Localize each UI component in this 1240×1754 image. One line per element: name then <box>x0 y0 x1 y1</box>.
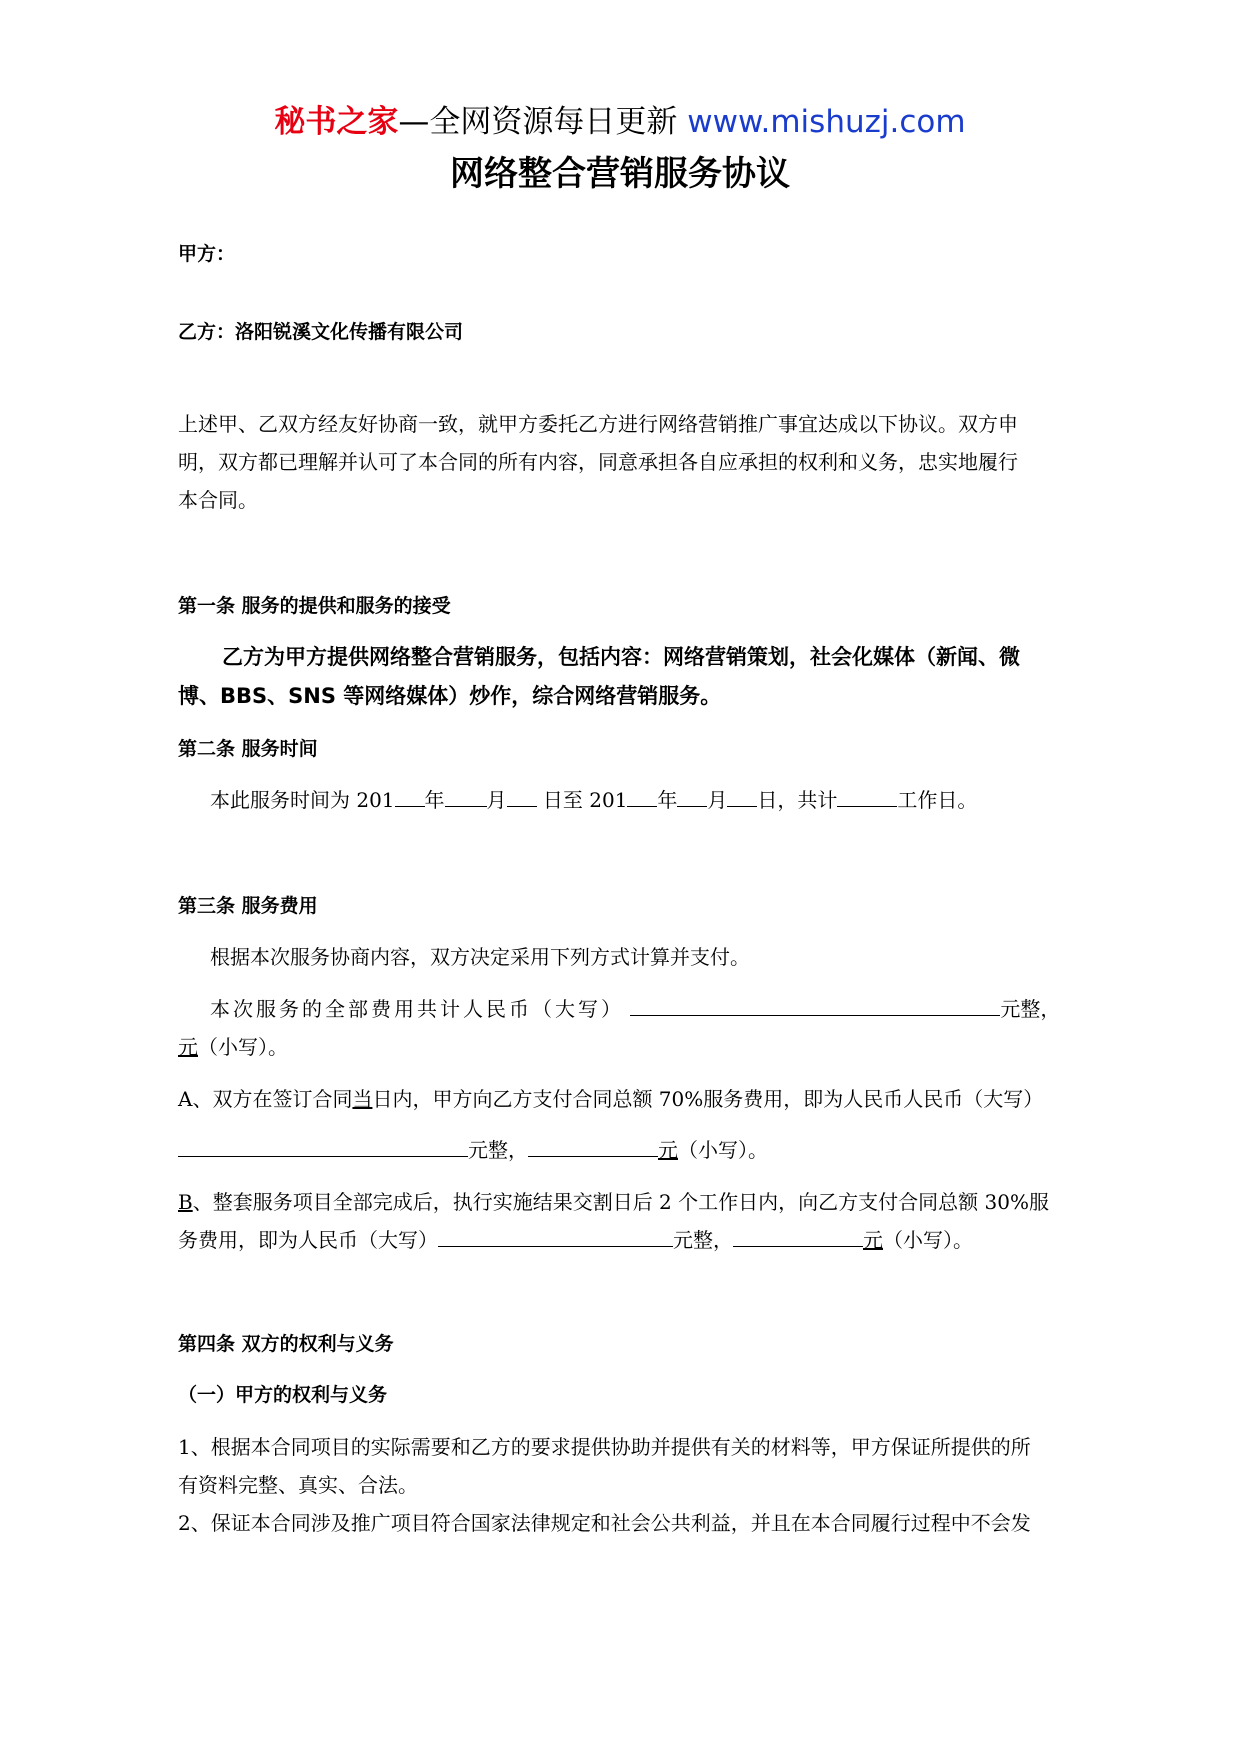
payment-b-text: 元 <box>863 1228 883 1252</box>
payment-a-text: （小写）。 <box>678 1138 768 1162</box>
period-text: 年 <box>657 788 678 812</box>
payment-a-text: A、双方在签订合同 <box>178 1087 353 1111</box>
brand-tagline: —全网资源每日更新 <box>398 104 678 140</box>
period-text: 本此服务时间为 201 <box>210 788 395 812</box>
payment-b-line <box>178 1183 1098 1221</box>
payment-a-line <box>178 1131 1098 1169</box>
intro-line: 明，双方都已理解并认可了本合同的所有内容，同意承担各自应承担的权利和义务，忠实地履行 <box>178 450 1018 474</box>
article-4-heading: 第四条 双方的权利与义务 <box>178 1333 394 1355</box>
party-b: 乙方：洛阳锐溪文化传播有限公司 <box>178 321 464 343</box>
article-2-heading: 第二条 服务时间 <box>178 738 318 760</box>
payment-b-text: 元整， <box>673 1228 733 1252</box>
total-fee-line <box>210 990 1130 1028</box>
obligation-line: 有资料完整、真实、合法。 <box>178 1473 418 1497</box>
payment-a-text: 当 <box>352 1087 373 1111</box>
article-1-text: 乙方为甲方提供网络整合营销服务，包括内容：网络营销策划，社会化媒体（新闻、微 <box>222 645 1020 669</box>
service-period-line <box>210 781 1130 819</box>
start-month-blank[interactable] <box>445 784 487 807</box>
brand-url-link[interactable]: www.mishuzj.com <box>687 104 966 140</box>
fee-intro: 根据本次服务协商内容，双方决定采用下列方式计算并支付。 <box>210 945 750 969</box>
payment-a-words-blank[interactable] <box>178 1134 468 1157</box>
payment-b-text: B <box>178 1190 193 1214</box>
payment-a-text: 元整， <box>468 1138 528 1162</box>
payment-b-text: 务费用，即为人民币（大写） <box>178 1228 438 1252</box>
payment-b-line <box>178 1221 1098 1259</box>
payment-a-text: 日内，甲方向乙方支付合同总额 70%服务费用，即为人民币人民币（大写） <box>372 1087 1044 1111</box>
payment-b-digits-blank[interactable] <box>733 1224 863 1247</box>
period-text: 月 <box>707 788 728 812</box>
intro-line: 上述甲、乙双方经友好协商一致，就甲方委托乙方进行网络营销推广事宜达成以下协议。双方申 <box>178 412 1018 436</box>
total-fee-label: 本次服务的全部费用共计人民币（大写） <box>210 997 624 1021</box>
obligation-line: 1、根据本合同项目的实际需要和乙方的要求提供协助并提供有关的材料等，甲方保证所提供的所 <box>178 1435 1031 1459</box>
article-1-text: 博、BBS、SNS 等网络媒体）炒作，综合网络营销服务。 <box>178 684 722 708</box>
payment-b-text: （小写）。 <box>883 1228 973 1252</box>
start-day-blank[interactable] <box>507 784 537 807</box>
period-text: 年 <box>424 788 445 812</box>
total-fee-text: 元整， <box>1000 997 1061 1021</box>
payment-b-words-blank[interactable] <box>438 1224 673 1247</box>
start-year-blank[interactable] <box>395 784 425 807</box>
total-fee-text: （小写）。 <box>198 1035 288 1059</box>
end-month-blank[interactable] <box>677 784 707 807</box>
payment-a-digits-blank[interactable] <box>528 1134 658 1157</box>
end-day-blank[interactable] <box>727 784 757 807</box>
workdays-blank[interactable] <box>837 784 897 807</box>
total-fee-words-blank[interactable] <box>630 993 1000 1016</box>
party-a: 甲方： <box>178 243 236 265</box>
article-3-heading: 第三条 服务费用 <box>178 895 318 917</box>
document-title: 网络整合营销服务协议 <box>450 154 790 194</box>
period-text: 日至 201 <box>536 788 628 812</box>
payment-a-text: 元 <box>658 1138 678 1162</box>
total-fee-text: 元 <box>178 1035 198 1059</box>
obligation-line: 2、保证本合同涉及推广项目符合国家法律规定和社会公共利益，并且在本合同履行过程中不会发 <box>178 1511 1031 1535</box>
article-4-subheading: （一）甲方的权利与义务 <box>178 1384 388 1406</box>
total-fee-line <box>178 1028 1098 1066</box>
period-text: 月 <box>486 788 507 812</box>
site-banner <box>0 100 1240 144</box>
end-year-blank[interactable] <box>627 784 657 807</box>
payment-a-line <box>178 1080 1098 1118</box>
payment-b-text: 、整套服务项目全部完成后，执行实施结果交割日后 2 个工作日内，向乙方支付合同总额 30%服 <box>192 1190 1049 1214</box>
intro-line: 本合同。 <box>178 488 258 512</box>
period-text: 日，共计 <box>757 788 838 812</box>
brand-name: 秘书之家 <box>274 104 399 140</box>
period-text: 工作日。 <box>897 788 978 812</box>
article-1-heading: 第一条 服务的提供和服务的接受 <box>178 595 451 617</box>
